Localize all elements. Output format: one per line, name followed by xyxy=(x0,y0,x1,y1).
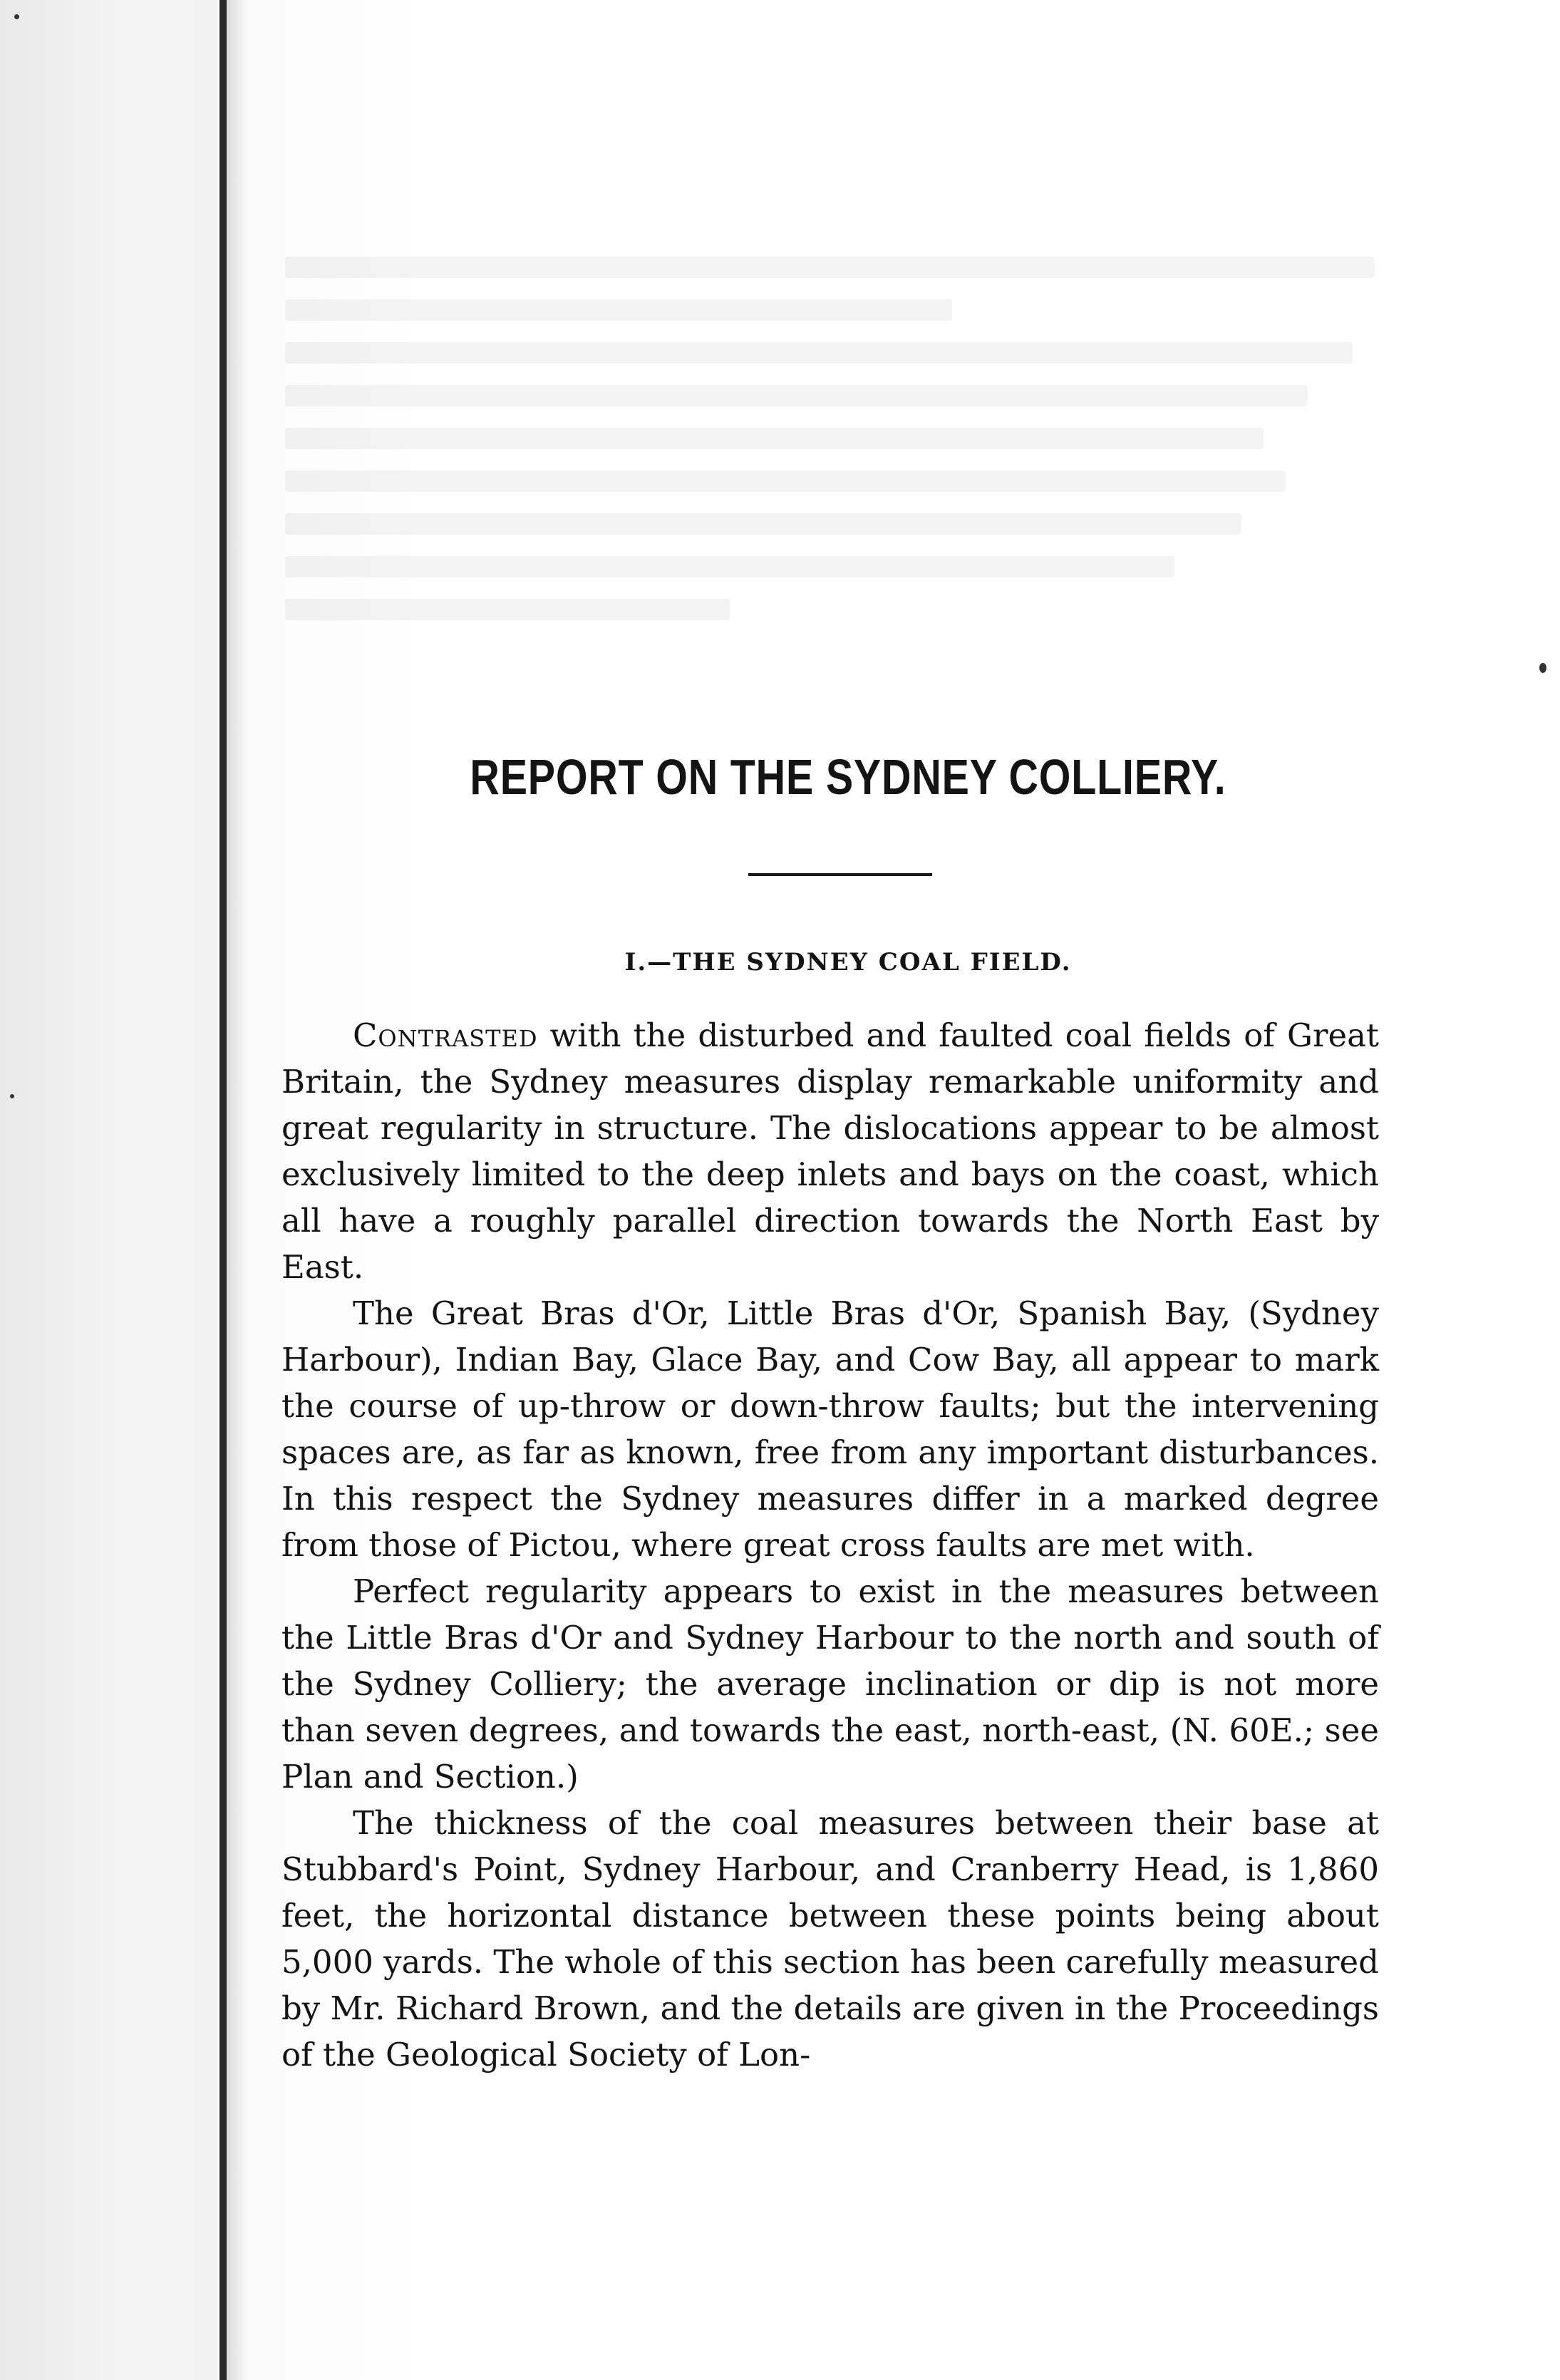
paragraph-text: with the disturbed and faulted coal fields of Great Britain, the Sydney measures display remarkable uniformity and great regularity in structure. The dislocations appear to be almost exclusively limited to the deep inlets and bays on the coast, which all have a roughly parallel direction towards the North East by East. xyxy=(281,1016,1379,1286)
section-heading: I.—THE SYDNEY COAL FIELD. xyxy=(624,948,1072,977)
speck-mark xyxy=(1539,663,1546,673)
paragraph-4: The thickness of the coal measures between their base at Stubbard's Point, Sydney Harbour, and Cranberry Head, is 1,860 feet, the horizontal distance between these points being about 5,000 yards. The whole of this section has been carefully measured by Mr. Richard Brown, and the details are given in the Proceedings of the Geological Society of Lon- xyxy=(281,1804,1379,2074)
paragraph-1 xyxy=(281,1012,1379,1290)
facing-page-margin xyxy=(0,0,217,2380)
paragraph-lead-word: Contrasted xyxy=(353,1016,538,1054)
speck-mark xyxy=(10,1094,14,1098)
gutter-shadow xyxy=(227,0,248,2380)
paragraph-2: The Great Bras d'Or, Little Bras d'Or, Spanish Bay, (Sydney Harbour), Indian Bay, Glace Bay, and Cow Bay, all appear to mark the course of up-throw or down-throw faults; but the intervening spaces are, as far as known, free from any important disturbances. In this respect the Sydney measures differ in a marked degree from those of Pictou, where great cross faults are met with. xyxy=(281,1294,1379,1564)
report-title: REPORT ON THE SYDNEY COLLIERY. xyxy=(470,749,1226,805)
speck-mark xyxy=(14,14,19,19)
body-text xyxy=(281,1012,1379,2078)
title-divider xyxy=(748,873,932,876)
paragraph-3: Perfect regularity appears to exist in the measures between the Little Bras d'Or and Sydney Harbour to the north and south of the Sydney Colliery; the average inclination or dip is not more than seven degrees, and towards the east, north-east, (N. 60E.; see Plan and Section.) xyxy=(281,1572,1379,1796)
book-spine-gutter xyxy=(219,0,227,2380)
